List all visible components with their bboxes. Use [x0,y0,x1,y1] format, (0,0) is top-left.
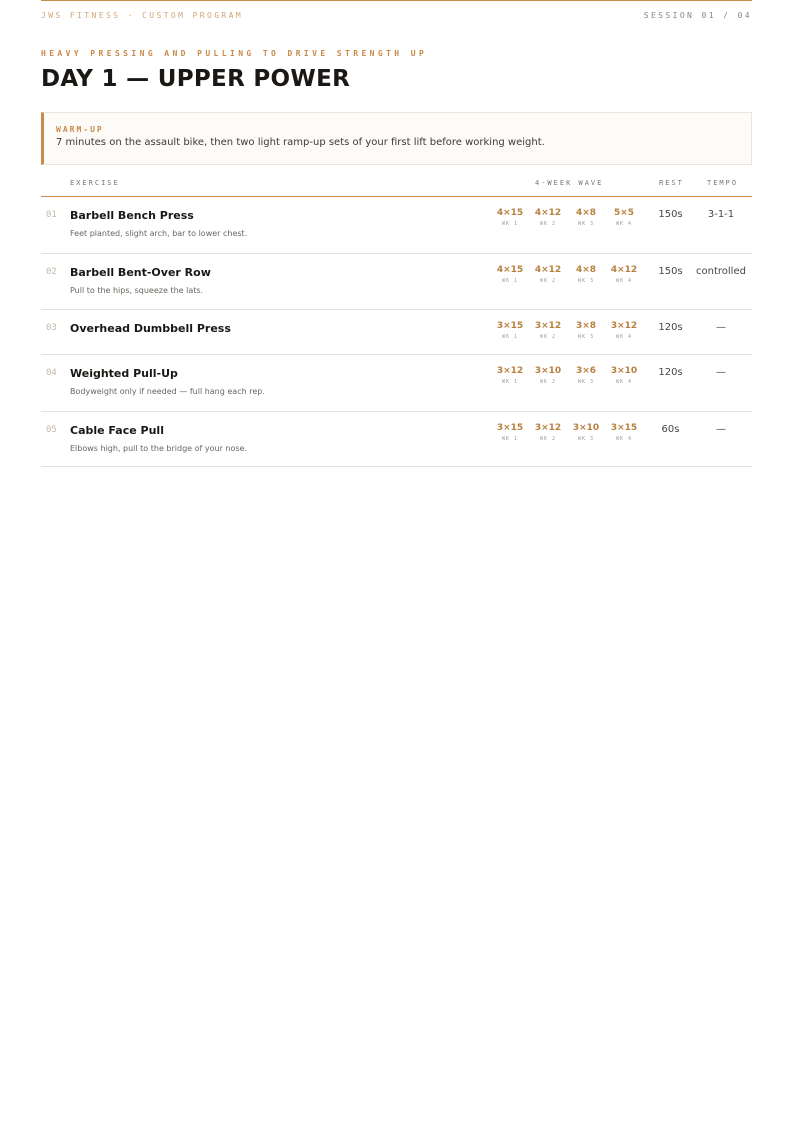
week-label: WK 3 [577,221,595,227]
sets-reps: 3×15 [496,321,524,331]
tempo: controlled [696,266,746,277]
exercise-name: Barbell Bent-Over Row [70,266,211,279]
exercise-note: Pull to the hips, squeeze the lats. [70,286,204,295]
session-counter: SESSION 01 / 04 [643,10,752,20]
exercise-number: 04 [46,368,57,378]
tempo: 3-1-1 [707,209,735,220]
sets-reps: 5×5 [613,208,635,218]
wave-group [491,265,643,295]
top-bar [41,0,752,29]
exercise-note: Elbows high, pull to the bridge of your nose. [70,444,248,453]
sets-reps: 3×15 [496,423,524,433]
sets-reps: 4×12 [610,265,638,275]
week-label: WK 2 [539,436,557,442]
wave-cell [529,423,567,442]
rest-time: 150s [658,209,683,220]
week-label: WK 1 [501,436,519,442]
week-label: WK 4 [615,221,633,227]
rest-time: 150s [658,266,683,277]
week-label: WK 2 [539,221,557,227]
exercise-row [41,412,752,467]
week-label: WK 3 [577,334,595,340]
tempo: — [716,424,726,435]
wave-group [491,366,643,396]
wave-group [491,423,643,453]
exercise-number: 02 [46,267,57,277]
rest-time: 120s [658,322,683,333]
week-label: WK 4 [615,436,633,442]
wave-cell [605,208,643,227]
warmup-text: 7 minutes on the assault bike, then two light ramp-up sets of your first lift before working weight. [56,137,545,148]
sets-reps: 4×15 [496,208,524,218]
exercise-number: 01 [46,210,57,220]
week-label: WK 2 [539,278,557,284]
sets-reps: 3×15 [610,423,638,433]
wave-cell [605,265,643,284]
exercise-name: Cable Face Pull [70,424,164,437]
exercise-row [41,197,752,254]
wave-cell [567,366,605,385]
tempo: — [716,322,726,333]
wave-cell [491,321,529,340]
wave-cell [567,423,605,442]
wave-cell [567,265,605,284]
week-label: WK 1 [501,221,519,227]
wave-cell [491,366,529,385]
page-title: DAY 1 — UPPER POWER [41,66,351,92]
exercise-note: Bodyweight only if needed — full hang each rep. [70,387,265,396]
table-header [41,165,752,197]
wave-cell [605,366,643,385]
week-label: WK 3 [577,278,595,284]
wave-cell [491,208,529,227]
workout-sheet [41,0,752,467]
rest-time: 120s [658,367,683,378]
sets-reps: 3×8 [575,321,597,331]
sets-reps: 3×12 [534,321,562,331]
wave-cell [529,208,567,227]
col-wave: 4-WEEK WAVE [535,179,604,187]
wave-cell [567,208,605,227]
exercise-name: Overhead Dumbbell Press [70,322,231,335]
week-label: WK 2 [539,379,557,385]
week-label: WK 3 [577,379,595,385]
week-label: WK 4 [615,379,633,385]
tempo: — [716,367,726,378]
exercise-name: Barbell Bench Press [70,209,194,222]
wave-cell [491,423,529,442]
wave-group [491,208,643,238]
sets-reps: 3×12 [610,321,638,331]
sets-reps: 4×8 [575,265,597,275]
exercise-note: Feet planted, slight arch, bar to lower chest. [70,229,248,238]
week-label: WK 4 [615,334,633,340]
sets-reps: 3×12 [496,366,524,376]
sets-reps: 3×10 [610,366,638,376]
sets-reps: 3×12 [534,423,562,433]
exercise-number: 05 [46,425,57,435]
brand-label: JWS FITNESS · CUSTOM PROGRAM [41,10,244,20]
wave-cell [567,321,605,340]
wave-cell [605,321,643,340]
week-label: WK 1 [501,379,519,385]
exercise-row [41,254,752,310]
sets-reps: 4×12 [534,265,562,275]
col-tempo: TEMPO [707,179,739,187]
col-exercise: EXERCISE [70,179,120,187]
exercise-name: Weighted Pull-Up [70,367,178,380]
sets-reps: 4×8 [575,208,597,218]
warmup-label: WARM-UP [56,125,104,134]
wave-cell [529,366,567,385]
rest-time: 60s [661,424,680,435]
sets-reps: 4×12 [534,208,562,218]
wave-cell [529,265,567,284]
exercise-number: 03 [46,323,57,333]
week-label: WK 1 [501,278,519,284]
wave-cell [605,423,643,442]
exercise-list [41,197,752,467]
warmup-box [41,112,752,165]
exercise-row [41,310,752,355]
week-label: WK 3 [577,436,595,442]
sets-reps: 3×6 [575,366,597,376]
sets-reps: 4×15 [496,265,524,275]
exercise-row [41,355,752,412]
week-label: WK 2 [539,334,557,340]
sets-reps: 3×10 [534,366,562,376]
week-label: WK 4 [615,278,633,284]
wave-group [491,321,643,351]
wave-cell [491,265,529,284]
day-subtitle: HEAVY PRESSING AND PULLING TO DRIVE STRENGTH UP [41,49,428,58]
week-label: WK 1 [501,334,519,340]
col-rest: REST [659,179,684,187]
wave-cell [529,321,567,340]
sets-reps: 3×10 [572,423,600,433]
